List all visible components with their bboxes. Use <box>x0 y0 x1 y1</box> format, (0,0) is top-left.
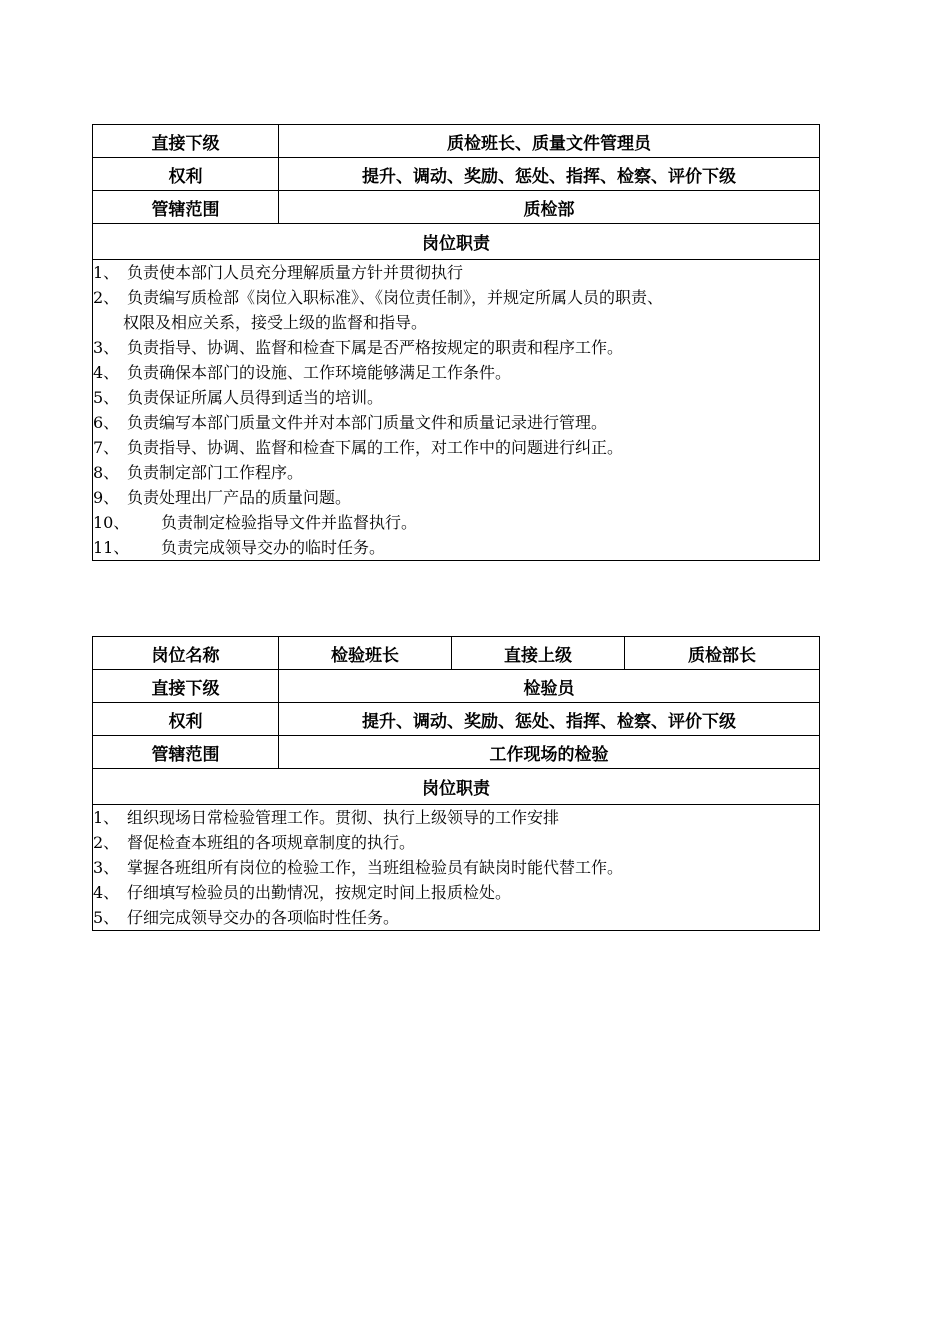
jurisdiction-value: 质检部 <box>279 191 820 224</box>
job-table-inspection-leader <box>92 636 820 931</box>
duty-item: 3、 负责指导、协调、监督和检查下属是否严格按规定的职责和程序工作。 <box>93 338 624 357</box>
row-direct-subordinates <box>93 125 820 158</box>
row-authority <box>93 703 820 736</box>
duties-list <box>93 805 820 931</box>
jurisdiction-label: 管辖范围 <box>93 736 279 769</box>
direct-subordinates-label: 直接下级 <box>93 125 279 158</box>
duty-item: 8、 负责制定部门工作程序。 <box>93 463 304 482</box>
direct-subordinates-value: 质检班长、质量文件管理员 <box>279 125 820 158</box>
authority-value: 提升、调动、奖励、惩处、指挥、检察、评价下级 <box>279 703 820 736</box>
duty-item: 7、 负责指导、协调、监督和检查下属的工作，对工作中的问题进行纠正。 <box>93 438 624 457</box>
duty-item: 11、 负责完成领导交办的临时任务。 <box>93 538 386 557</box>
row-duties-heading <box>93 224 820 260</box>
authority-label: 权利 <box>93 158 279 191</box>
duty-item: 6、 负责编写本部门质量文件并对本部门质量文件和质量记录进行管理。 <box>93 413 608 432</box>
duty-item: 2、 负责编写质检部《岗位入职标准》、《岗位责任制》，并规定所属人员的职责、 <box>93 288 664 307</box>
duty-item: 1、 组织现场日常检验管理工作。贯彻、执行上级领导的工作安排 <box>93 808 560 827</box>
row-duties-heading <box>93 769 820 805</box>
post-name-label: 岗位名称 <box>93 637 279 670</box>
row-jurisdiction <box>93 736 820 769</box>
direct-superior-value: 质检部长 <box>625 637 820 670</box>
duties-heading: 岗位职责 <box>93 224 820 260</box>
authority-label: 权利 <box>93 703 279 736</box>
row-jurisdiction <box>93 191 820 224</box>
duty-item: 1、 负责使本部门人员充分理解质量方针并贯彻执行 <box>93 263 464 282</box>
direct-subordinates-value: 检验员 <box>279 670 820 703</box>
post-name-value: 检验班长 <box>279 637 452 670</box>
authority-value: 提升、调动、奖励、惩处、指挥、检察、评价下级 <box>279 158 820 191</box>
duty-item: 3、 掌握各班组所有岗位的检验工作，当班组检验员有缺岗时能代替工作。 <box>93 858 624 877</box>
direct-superior-label: 直接上级 <box>452 637 625 670</box>
duties-heading: 岗位职责 <box>93 769 820 805</box>
row-direct-subordinates <box>93 670 820 703</box>
job-table-quality-manager <box>92 124 820 561</box>
duty-item: 10、 负责制定检验指导文件并监督执行。 <box>93 513 418 532</box>
row-post-header <box>93 637 820 670</box>
duty-item: 4、 仔细填写检验员的出勤情况，按规定时间上报质检处。 <box>93 883 512 902</box>
direct-subordinates-label: 直接下级 <box>93 670 279 703</box>
jurisdiction-value: 工作现场的检验 <box>279 736 820 769</box>
duty-item: 5、 仔细完成领导交办的各项临时性任务。 <box>93 908 400 927</box>
row-authority <box>93 158 820 191</box>
duties-list <box>93 260 820 561</box>
duty-item: 5、 负责保证所属人员得到适当的培训。 <box>93 388 384 407</box>
duty-item: 2、 督促检查本班组的各项规章制度的执行。 <box>93 833 416 852</box>
jurisdiction-label: 管辖范围 <box>93 191 279 224</box>
duty-item-continuation: 权限及相应关系，接受上级的监督和指导。 <box>123 313 428 332</box>
duty-item: 9、 负责处理出厂产品的质量问题。 <box>93 488 352 507</box>
row-duties <box>93 805 820 931</box>
row-duties <box>93 260 820 561</box>
duty-item: 4、 负责确保本部门的设施、工作环境能够满足工作条件。 <box>93 363 512 382</box>
